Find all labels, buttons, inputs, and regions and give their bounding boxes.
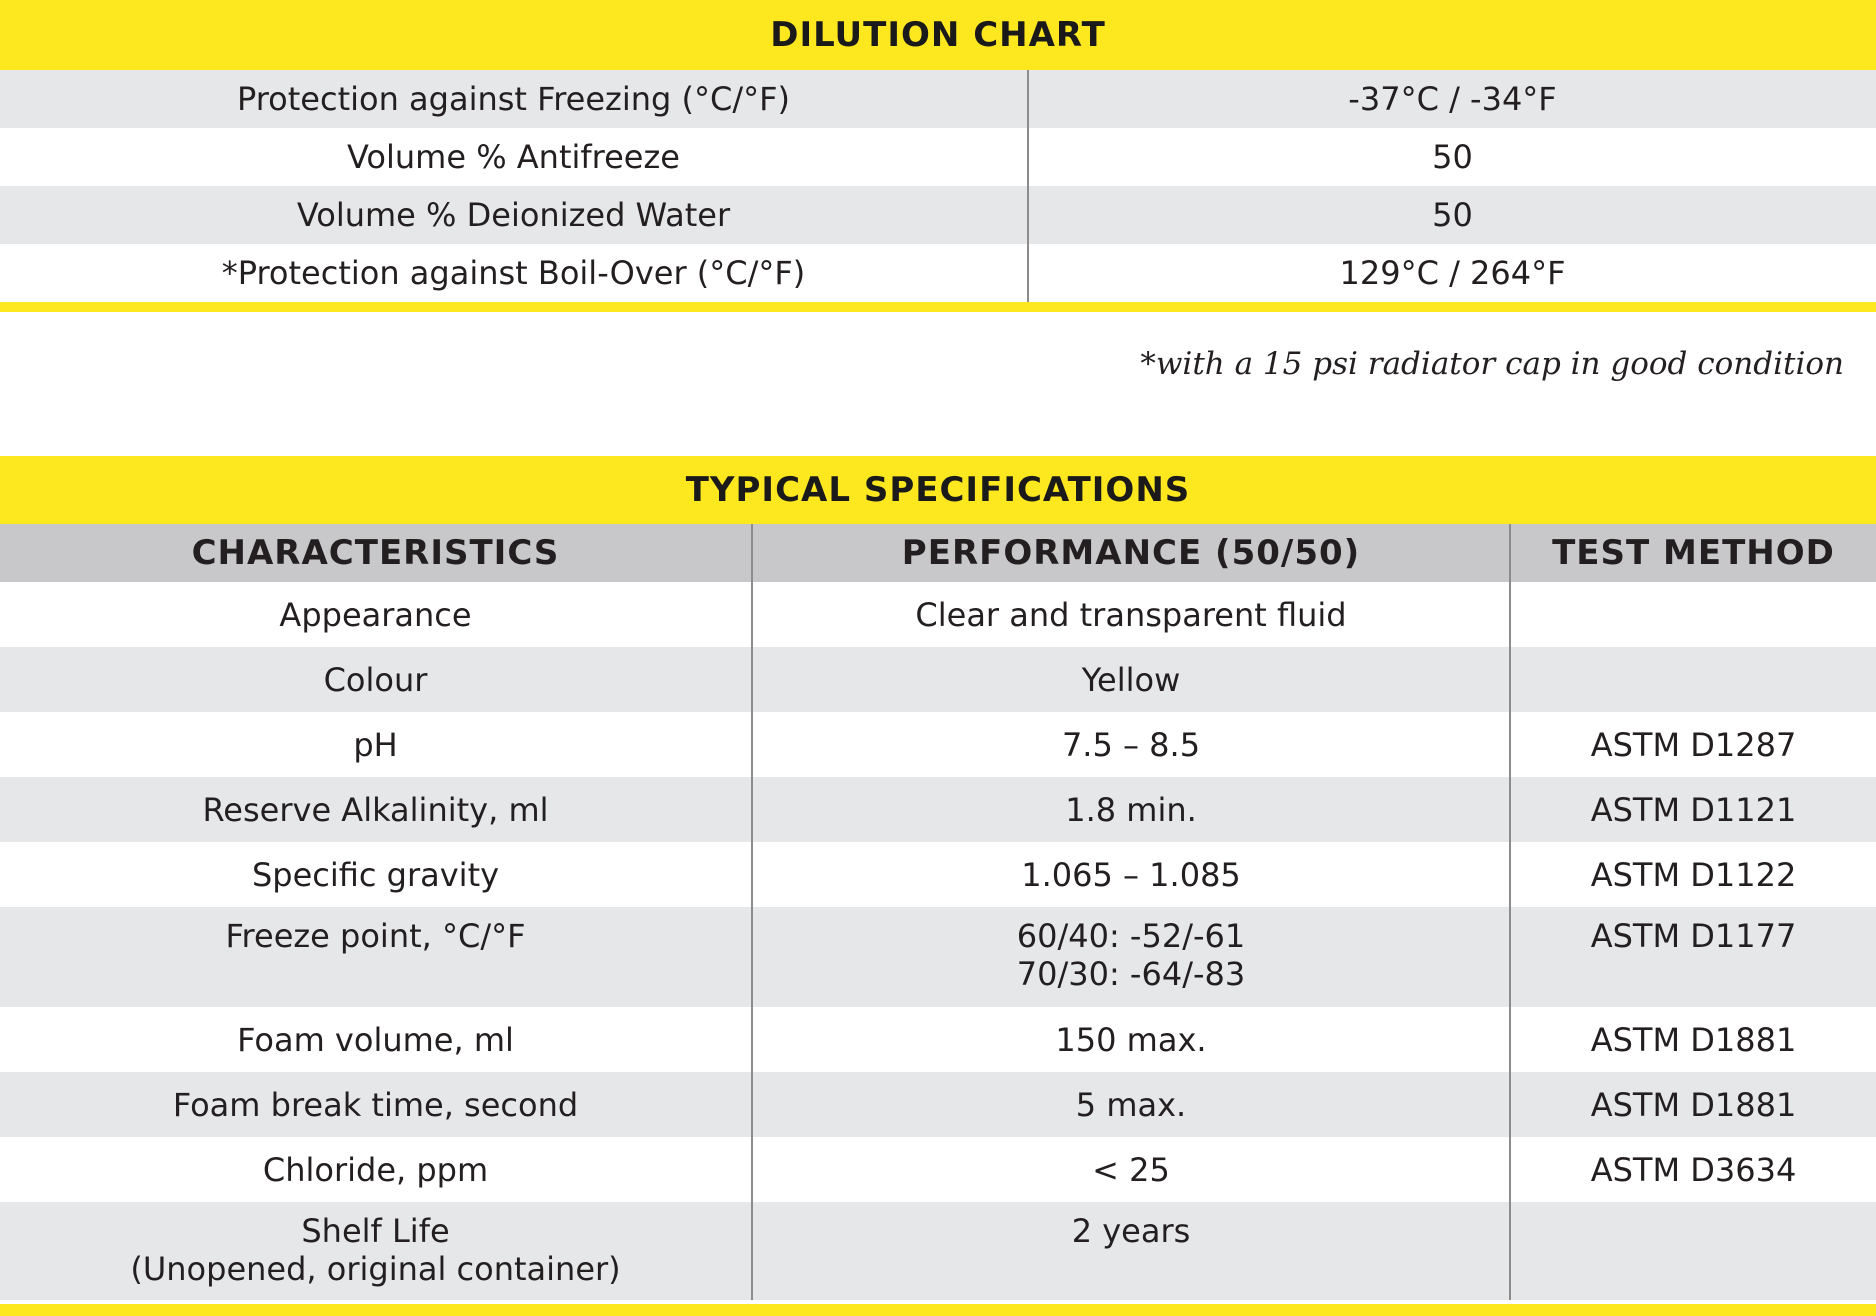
- dilution-label: Protection against Freezing (°C/°F): [0, 70, 1028, 128]
- performance-cell: [752, 907, 1510, 1007]
- specs-title: TYPICAL SPECIFICATIONS: [685, 470, 1191, 510]
- test-method-cell: ASTM D1122: [1590, 855, 1797, 894]
- test-method-cell: ASTM D3634: [1590, 1150, 1797, 1189]
- test-method-cell: [1510, 582, 1876, 647]
- specs-header-row: [0, 524, 1876, 582]
- dilution-row: [0, 70, 1876, 128]
- dilution-value: 50: [1432, 138, 1473, 176]
- dilution-label: Volume % Deionized Water: [0, 186, 1028, 244]
- table-row: [0, 1137, 1876, 1202]
- characteristic-cell: Foam volume, ml: [0, 1007, 752, 1072]
- characteristic-cell: pH: [0, 712, 752, 777]
- performance-cell: Yellow: [752, 647, 1510, 712]
- test-method-cell: [1510, 1202, 1876, 1300]
- dilution-row: [0, 244, 1876, 302]
- performance-cell: < 25: [752, 1137, 1510, 1202]
- table-row: [0, 1072, 1876, 1137]
- characteristic-line: (Unopened, original container): [130, 1250, 621, 1288]
- header-characteristics: CHARACTERISTICS: [0, 524, 752, 582]
- performance-cell: 1.8 min.: [752, 777, 1510, 842]
- table-row: [0, 582, 1876, 647]
- performance-cell: 5 max.: [752, 1072, 1510, 1137]
- dilution-chart-title: DILUTION CHART: [770, 15, 1106, 55]
- test-method-cell: [1510, 647, 1876, 712]
- performance-cell: Clear and transparent fluid: [752, 582, 1510, 647]
- header-test-method: TEST METHOD: [1510, 524, 1876, 582]
- performance-cell: 150 max.: [752, 1007, 1510, 1072]
- characteristic-cell: Chloride, ppm: [0, 1137, 752, 1202]
- dilution-value: 129°C / 264°F: [1339, 254, 1566, 292]
- performance-cell: 7.5 – 8.5: [752, 712, 1510, 777]
- performance-cell: 1.065 – 1.085: [752, 842, 1510, 907]
- characteristic-cell: Freeze point, °C/°F: [0, 907, 752, 1007]
- table-row: [0, 647, 1876, 712]
- header-performance: PERFORMANCE (50/50): [752, 524, 1510, 582]
- dilution-bottom-bar: [0, 302, 1876, 312]
- performance-line: 70/30: -64/-83: [1016, 955, 1246, 993]
- dilution-label: Volume % Antifreeze: [0, 128, 1028, 186]
- characteristic-cell: Appearance: [0, 582, 752, 647]
- test-method-cell: ASTM D1287: [1590, 725, 1797, 764]
- dilution-row: [0, 186, 1876, 244]
- dilution-footnote: *with a 15 psi radiator cap in good condition: [1140, 346, 1844, 382]
- table-row: [0, 777, 1876, 842]
- table-row: [0, 842, 1876, 907]
- specs-table: [0, 524, 1876, 1300]
- characteristic-line: Shelf Life: [301, 1212, 450, 1250]
- test-method-cell: ASTM D1177: [1590, 917, 1797, 955]
- specs-bottom-bar: [0, 1304, 1876, 1316]
- dilution-value: 50: [1432, 196, 1473, 234]
- table-row: [0, 907, 1876, 1007]
- characteristic-cell: Foam break time, second: [0, 1072, 752, 1137]
- dilution-row: [0, 128, 1876, 186]
- test-method-cell: ASTM D1121: [1590, 790, 1797, 829]
- dilution-table: [0, 70, 1876, 302]
- performance-cell: 2 years: [752, 1202, 1510, 1300]
- table-row: [0, 1007, 1876, 1072]
- dilution-value: -37°C / -34°F: [1348, 80, 1557, 118]
- characteristic-cell: [0, 1202, 752, 1300]
- characteristic-cell: Specific gravity: [0, 842, 752, 907]
- table-row: [0, 712, 1876, 777]
- table-row: [0, 1202, 1876, 1300]
- dilution-label: *Protection against Boil-Over (°C/°F): [0, 244, 1028, 302]
- characteristic-cell: Colour: [0, 647, 752, 712]
- test-method-cell: ASTM D1881: [1590, 1020, 1797, 1059]
- test-method-cell: ASTM D1881: [1590, 1085, 1797, 1124]
- performance-line: 60/40: -52/-61: [1016, 917, 1246, 955]
- characteristic-cell: Reserve Alkalinity, ml: [0, 777, 752, 842]
